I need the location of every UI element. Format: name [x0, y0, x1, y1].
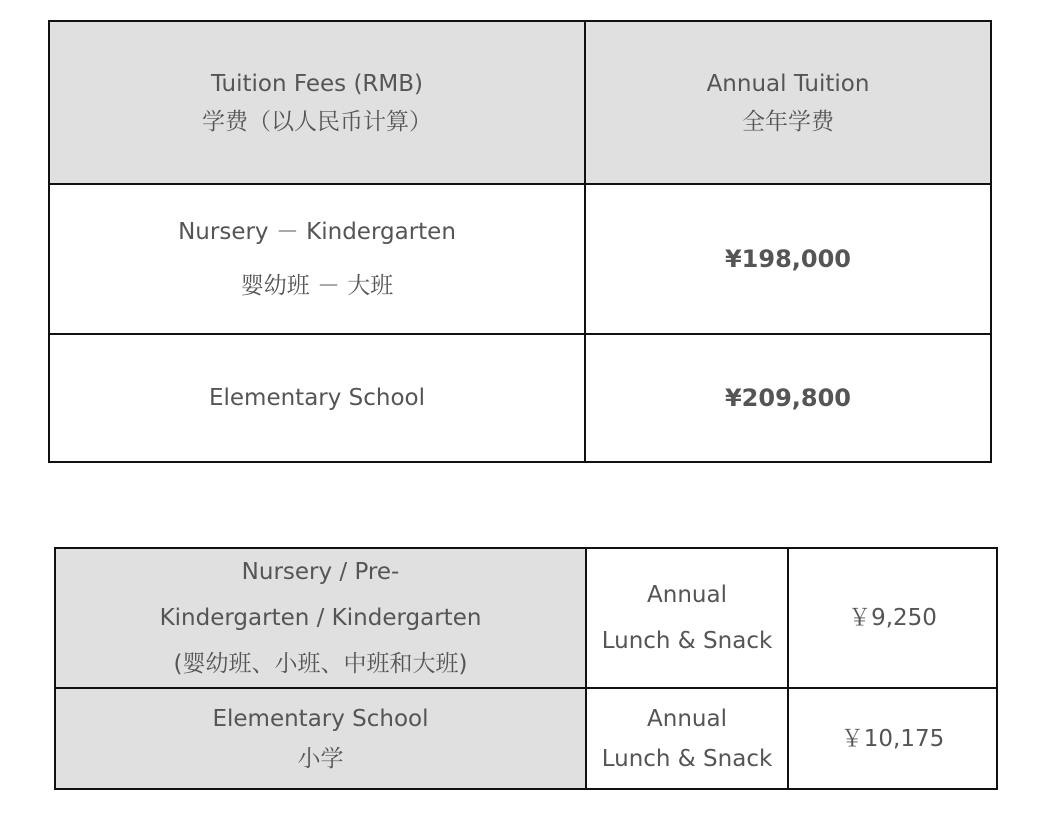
grade-level-zh: 婴幼班 － 大班	[240, 273, 394, 299]
header-label-zh: 全年学费	[742, 108, 834, 135]
fee-item-line: Lunch & Snack	[601, 628, 773, 654]
lunch-fee-table	[54, 547, 998, 790]
grade-level-line: 小学	[297, 745, 344, 772]
tuition-header-col1	[49, 21, 585, 184]
header-label-zh: 学费（以人民币计算）	[202, 108, 432, 135]
lunch-price: ￥10,175	[788, 688, 997, 789]
header-label-en: Annual Tuition	[706, 70, 870, 97]
table-row	[55, 548, 997, 688]
table-row	[49, 184, 991, 334]
table-row	[55, 688, 997, 789]
tuition-header-row	[49, 21, 991, 184]
fee-item-line: Annual	[647, 705, 727, 732]
tuition-price: ¥209,800	[585, 334, 991, 462]
grade-level-cell	[55, 548, 586, 688]
fee-item-cell	[586, 688, 788, 789]
grade-level-cell	[49, 184, 585, 334]
grade-level-cell: Elementary School	[49, 334, 585, 462]
fee-item-line: Lunch & Snack	[601, 745, 773, 772]
lunch-price: ￥9,250	[788, 548, 997, 688]
tuition-header-col2	[585, 21, 991, 184]
grade-level-line: Elementary School	[212, 705, 429, 732]
grade-level-en: Nursery － Kindergarten	[178, 219, 456, 245]
fee-item-line: Annual	[647, 582, 727, 608]
grade-level-line: (婴幼班、小班、中班和大班)	[173, 651, 468, 677]
fee-item-cell	[586, 548, 788, 688]
table-row	[49, 334, 991, 462]
tuition-price: ¥198,000	[585, 184, 991, 334]
grade-level-cell	[55, 688, 586, 789]
grade-level-line: Nursery / Pre-	[241, 559, 400, 585]
grade-level-line: Kindergarten / Kindergarten	[159, 605, 482, 631]
tuition-table	[48, 20, 992, 463]
header-label-en: Tuition Fees (RMB)	[210, 70, 423, 97]
